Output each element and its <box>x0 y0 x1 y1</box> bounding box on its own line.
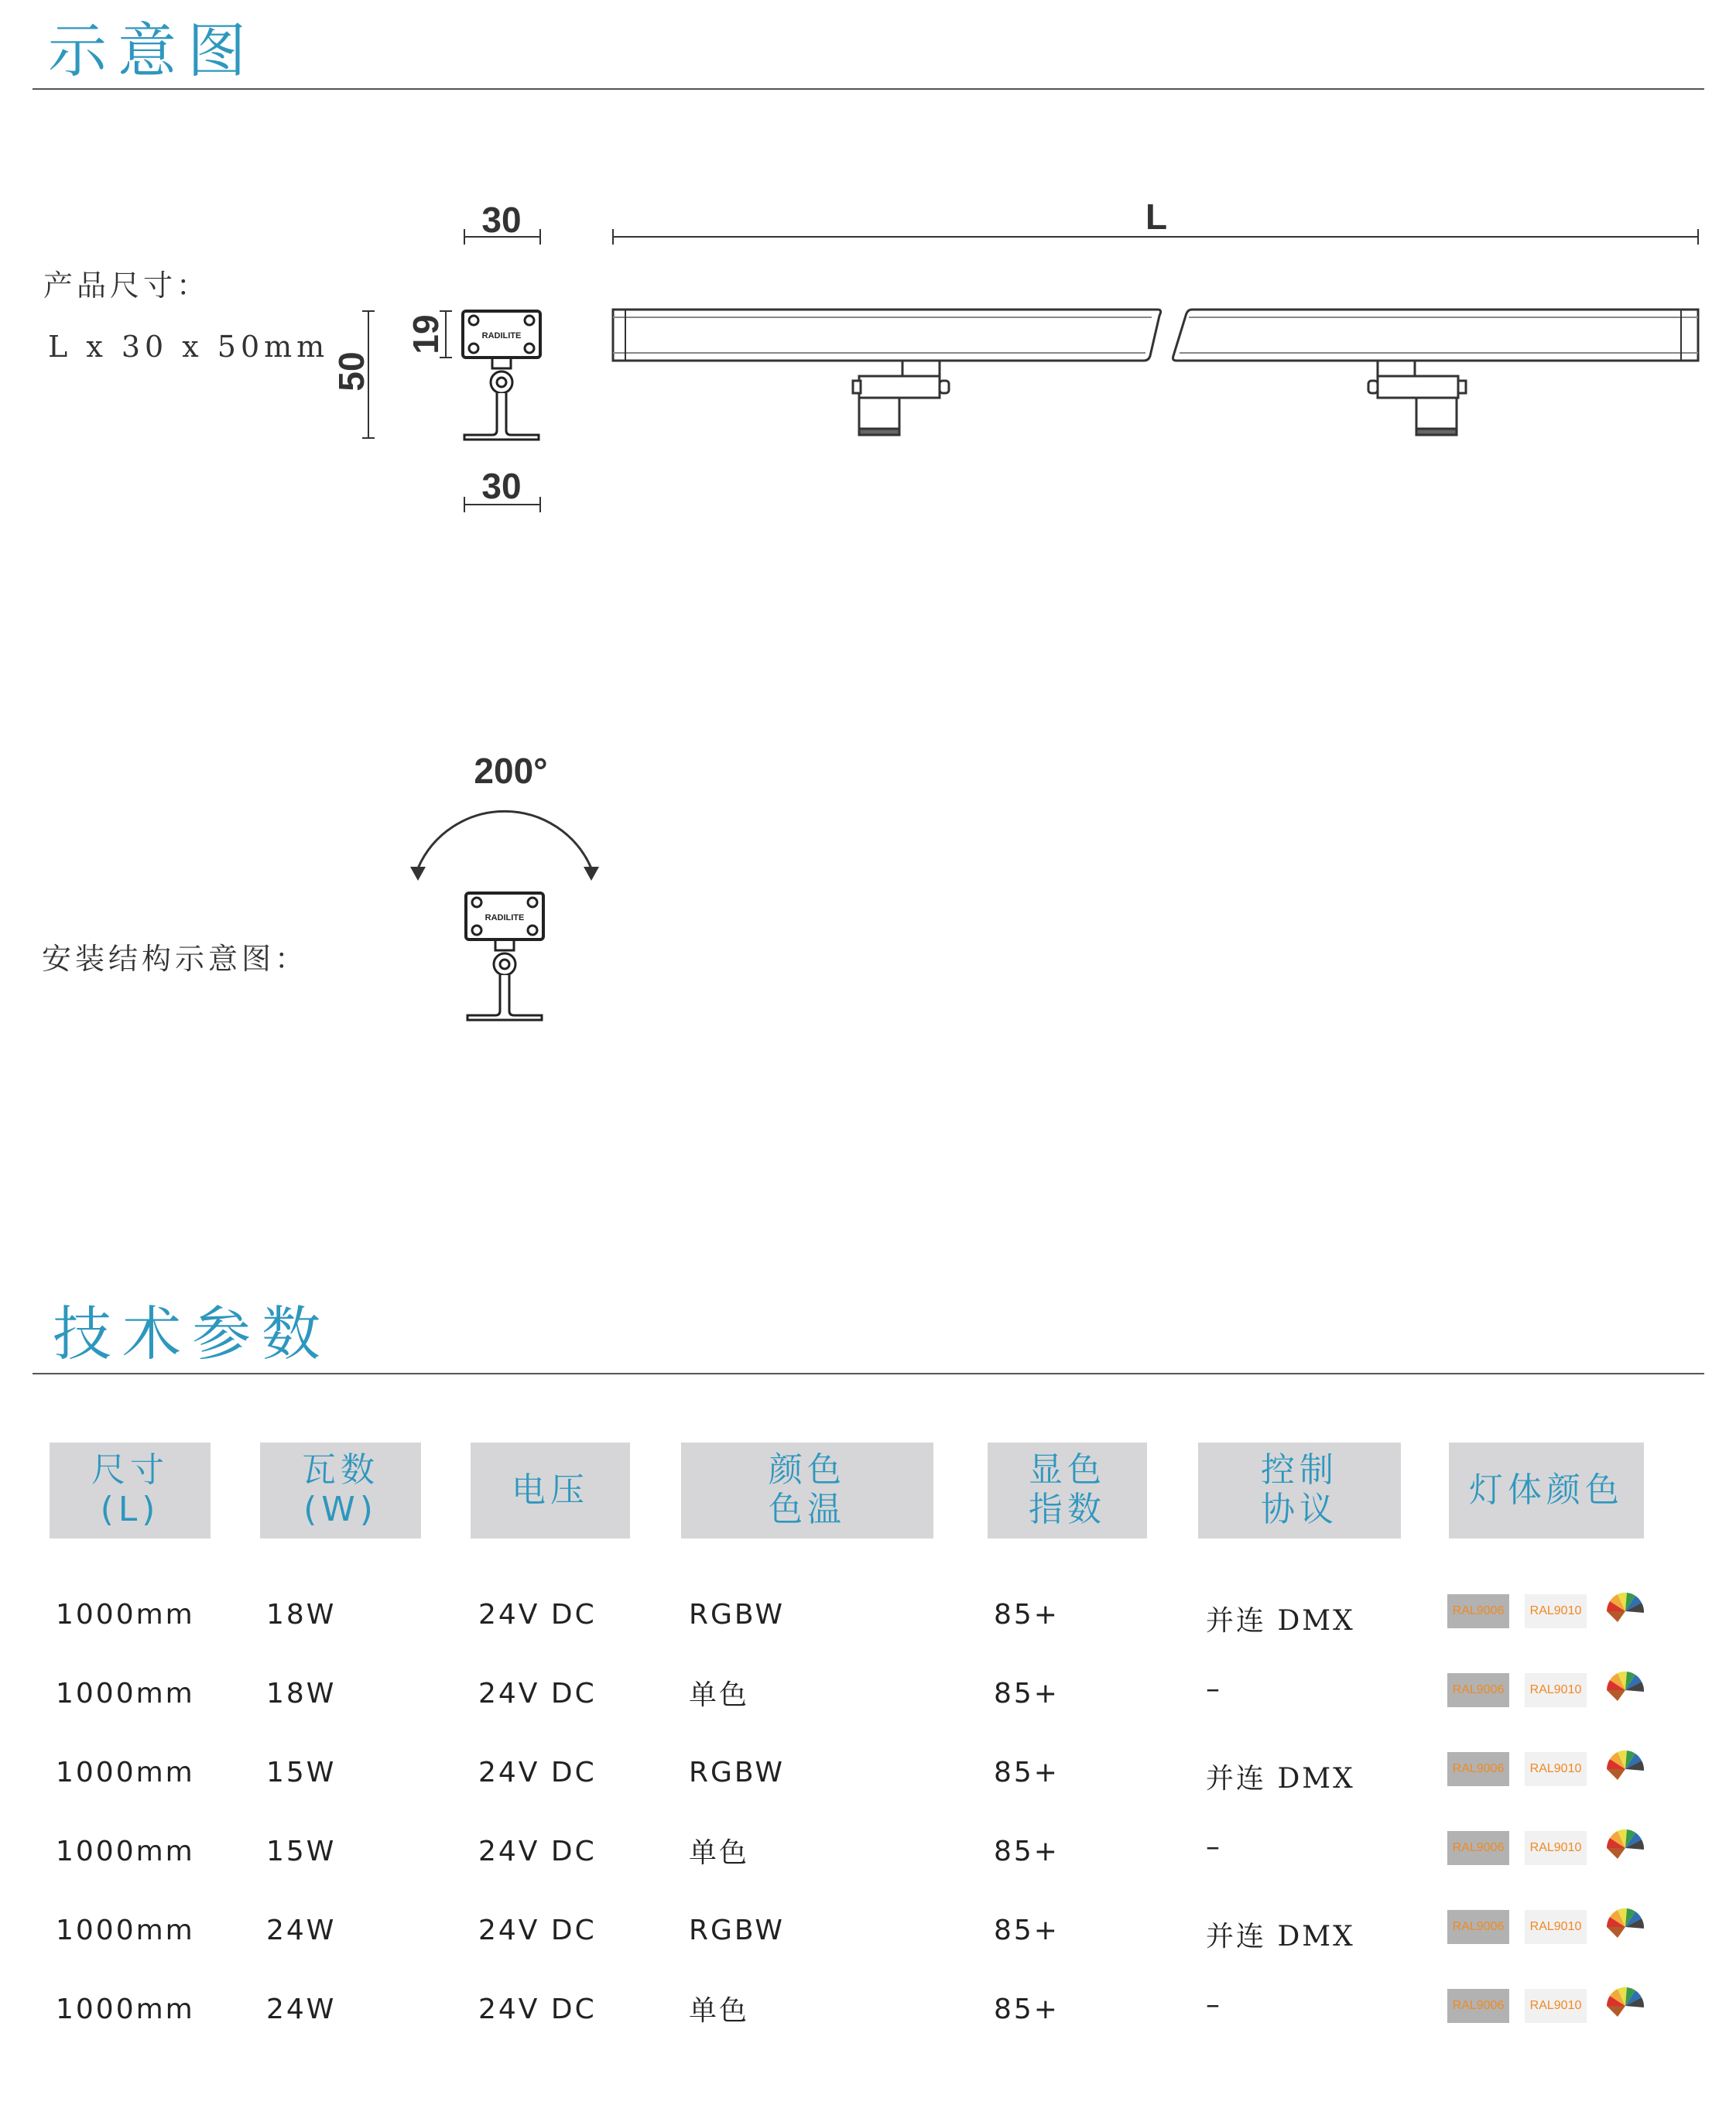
cell-color: 单色 <box>689 1679 750 1711</box>
cell-size: 1000mm <box>56 1915 195 1946</box>
cell-watt: 15W <box>266 1757 337 1788</box>
install-drawing <box>402 743 619 1045</box>
color-fan-icon <box>1604 1902 1647 1946</box>
header-voltage: 电压 <box>471 1443 630 1538</box>
cell-watt: 15W <box>266 1836 337 1867</box>
swatch-ral9010: RAL9010 <box>1525 1594 1587 1628</box>
cell-color: RGBW <box>689 1757 785 1788</box>
side-view-drawing <box>604 186 1718 449</box>
cell-watt: 24W <box>266 1994 337 2025</box>
section-rule-specs <box>33 1373 1704 1374</box>
swatch-ral9006: RAL9006 <box>1447 1910 1509 1944</box>
cell-color: RGBW <box>689 1915 785 1946</box>
color-fan-icon <box>1604 1665 1647 1709</box>
brand-logo: RADILITE <box>481 331 522 341</box>
swatch-ral9010: RAL9010 <box>1525 1673 1587 1707</box>
cell-control: 并连 DMX <box>1206 1605 1355 1637</box>
swatch-ral9010: RAL9010 <box>1525 1989 1587 2023</box>
cell-cri: 85+ <box>994 1678 1060 1710</box>
cell-size: 1000mm <box>56 1757 195 1788</box>
cell-voltage: 24V DC <box>478 1836 597 1867</box>
section-title-diagram: 示意图 <box>48 16 257 85</box>
swatch-ral9010: RAL9010 <box>1525 1910 1587 1944</box>
header-watt: 瓦数 (W) <box>260 1443 421 1538</box>
cell-watt: 24W <box>266 1915 337 1946</box>
cell-cri: 85+ <box>994 1994 1060 2025</box>
swatch-ral9010: RAL9010 <box>1525 1752 1587 1786</box>
cell-voltage: 24V DC <box>478 1915 597 1946</box>
cell-color: RGBW <box>689 1599 785 1631</box>
brand-logo-install: RADILITE <box>485 913 525 922</box>
cell-voltage: 24V DC <box>478 1994 597 2025</box>
cell-size: 1000mm <box>56 1836 195 1867</box>
size-label: 产品尺寸： <box>43 269 211 303</box>
cell-voltage: 24V DC <box>478 1599 597 1631</box>
swatch-ral9006: RAL9006 <box>1447 1673 1509 1707</box>
cell-cri: 85+ <box>994 1757 1060 1788</box>
cell-control: – <box>1206 1673 1222 1705</box>
swatch-ral9010: RAL9010 <box>1525 1831 1587 1865</box>
swatch-ral9006: RAL9006 <box>1447 1594 1509 1628</box>
header-body-color: 灯体颜色 <box>1449 1443 1644 1538</box>
swatch-ral9006: RAL9006 <box>1447 1989 1509 2023</box>
cell-cri: 85+ <box>994 1915 1060 1946</box>
section-rule <box>33 88 1704 90</box>
color-fan-icon <box>1604 1823 1647 1867</box>
dim-top-width: 30 <box>481 200 522 240</box>
cell-cri: 85+ <box>994 1836 1060 1867</box>
header-control: 控制 协议 <box>1198 1443 1401 1538</box>
swatch-ral9006: RAL9006 <box>1447 1831 1509 1865</box>
dim-angle: 200° <box>474 751 548 791</box>
dim-height-50: 50 <box>331 351 372 392</box>
dim-height-19: 19 <box>406 314 446 354</box>
install-label: 安装结构示意图： <box>42 942 309 976</box>
cell-control: – <box>1206 1989 1222 2021</box>
cell-control: – <box>1206 1831 1222 1863</box>
cell-size: 1000mm <box>56 1599 195 1631</box>
size-value: L x 30 x 50mm <box>48 330 330 364</box>
cell-size: 1000mm <box>56 1994 195 2025</box>
header-cri: 显色 指数 <box>988 1443 1147 1538</box>
color-fan-icon <box>1604 1586 1647 1630</box>
swatch-ral9006: RAL9006 <box>1447 1752 1509 1786</box>
cross-section-drawing <box>310 186 573 526</box>
cell-control: 并连 DMX <box>1206 1763 1355 1795</box>
cell-color: 单色 <box>689 1837 750 1869</box>
header-color-temp: 颜色 色温 <box>681 1443 933 1538</box>
color-fan-icon <box>1604 1744 1647 1788</box>
cell-color: 单色 <box>689 1995 750 2027</box>
cell-voltage: 24V DC <box>478 1678 597 1710</box>
dim-bottom-width: 30 <box>481 466 522 506</box>
cell-watt: 18W <box>266 1678 337 1710</box>
cell-control: 并连 DMX <box>1206 1921 1355 1953</box>
header-size: 尺寸 (L) <box>50 1443 211 1538</box>
dim-length: L <box>1145 197 1168 237</box>
cell-size: 1000mm <box>56 1678 195 1710</box>
cell-cri: 85+ <box>994 1599 1060 1631</box>
section-title-specs: 技术参数 <box>53 1299 331 1368</box>
color-fan-icon <box>1604 1981 1647 2024</box>
cell-voltage: 24V DC <box>478 1757 597 1788</box>
cell-watt: 18W <box>266 1599 337 1631</box>
